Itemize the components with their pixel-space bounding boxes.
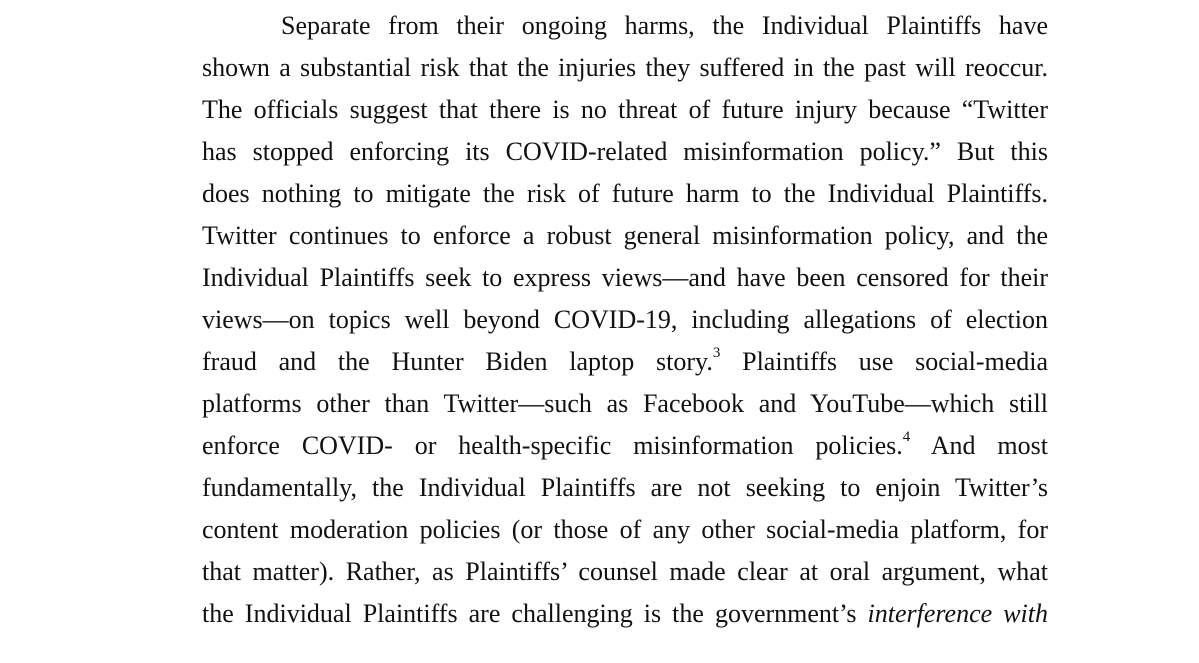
text-line-15: the Individual Plaintiffs are challenging is the government’s interference with xyxy=(202,599,1048,628)
text-line-8: views—on topics well beyond COVID-19, including allegations of election xyxy=(202,305,1048,334)
text-line-9: fraud and the Hunter Biden laptop story.$^3$ Plaintiffs use social-media xyxy=(202,345,1048,376)
text-line-1: Separate from their ongoing harms, the Individual Plaintiffs have xyxy=(281,11,1048,40)
text-line-12: fundamentally, the Individual Plaintiffs are not seeking to enjoin Twitter’s xyxy=(202,473,1048,502)
text-line-14: that matter). Rather, as Plaintiffs’ counsel made clear at oral argument, what xyxy=(202,557,1048,586)
text-line-7: Individual Plaintiffs seek to express views—and have been censored for their xyxy=(202,263,1048,292)
text-line-3: The officials suggest that there is no threat of future injury because “Twitter xyxy=(202,95,1048,124)
text-line-6: Twitter continues to enforce a robust general misinformation policy, and the xyxy=(202,221,1048,250)
footnote-ref-4: 4 xyxy=(902,429,911,446)
text-line-10: platforms other than Twitter—such as Facebook and YouTube—which still xyxy=(202,389,1048,418)
text-line-4: has stopped enforcing its COVID-related misinformation policy.” But this xyxy=(202,137,1048,166)
text-line-13: content moderation policies (or those of any other social-media platform, for xyxy=(202,515,1048,544)
text-line-11: enforce COVID- or health-specific misinformation policies.$^4$ And most xyxy=(202,429,1048,460)
text-line-5: does nothing to mitigate the risk of future harm to the Individual Plaintiffs. xyxy=(202,179,1048,208)
text-line-2: shown a substantial risk that the injuries they suffered in the past will reoccur. xyxy=(202,53,1048,82)
italic-phrase: interference with xyxy=(867,599,1048,628)
footnote-ref-3: 3 xyxy=(712,345,721,362)
